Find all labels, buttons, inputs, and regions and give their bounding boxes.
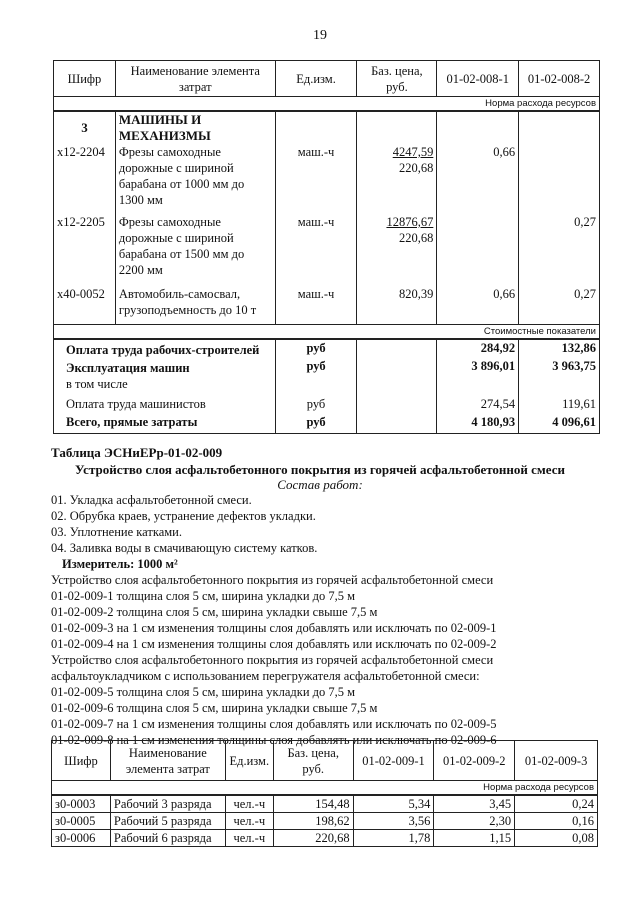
- table-row: [52, 813, 598, 830]
- row-value-2: [519, 144, 600, 214]
- meter: Измеритель: 1000 м²: [62, 557, 178, 571]
- row-value-1: [437, 214, 519, 286]
- work-item: 04. Заливка воды в смачивающую систему катков.: [51, 541, 318, 555]
- section-code: 3: [54, 111, 116, 144]
- row-price: 820,39: [357, 286, 437, 324]
- cost-unit: руб: [275, 414, 357, 434]
- work-item: 01. Укладка асфальтобетонной смеси.: [51, 493, 252, 507]
- cost-name: в том числе: [54, 376, 276, 392]
- section-row: [54, 111, 600, 144]
- row-price: 198,62: [273, 813, 353, 830]
- row-code: з0-0003: [52, 795, 111, 813]
- row-price: 154,48: [273, 795, 353, 813]
- cost-value-1: 3 896,01: [437, 358, 519, 376]
- cost-row: [54, 376, 600, 392]
- row-price: 12876,67: [386, 215, 434, 229]
- cost-label: Стоимостные показатели: [54, 324, 600, 339]
- table-row: [54, 286, 600, 324]
- row-code: з0-0005: [52, 813, 111, 830]
- cost-row: [54, 358, 600, 376]
- row-value-1: 1,78: [353, 830, 434, 847]
- cost-row: [54, 392, 600, 414]
- row-name: Фрезы самоходные дорожные с шириной барабана от 1500 мм до 2200 мм: [115, 214, 275, 286]
- row-name: Автомобиль-самосвал, грузоподъемность до 10 т: [115, 286, 275, 324]
- resource-table-009: [51, 740, 598, 847]
- header-unit: Ед.изм.: [275, 61, 357, 97]
- table-header-row: [54, 61, 600, 97]
- table-row: [52, 795, 598, 813]
- row-value-1: 0,66: [437, 286, 519, 324]
- row-value-3: 0,24: [515, 795, 598, 813]
- cost-unit: руб: [275, 339, 357, 358]
- row-code: х40-0052: [54, 286, 116, 324]
- row-value-2: 3,45: [434, 795, 515, 813]
- norm-label: Норма расхода ресурсов: [52, 781, 598, 796]
- row-price-sub: 220,68: [398, 161, 434, 175]
- row-price: 220,68: [273, 830, 353, 847]
- cost-value-1: 4 180,93: [437, 414, 519, 434]
- resource-table-008: [53, 60, 600, 434]
- page-number: 19: [313, 28, 327, 43]
- cost-name: Оплата труда машинистов: [54, 392, 276, 414]
- cost-label-row: [54, 324, 600, 339]
- description-line: 01-02-009-4 на 1 см изменения толщины слоя добавлять или исключать по 02-009-2: [51, 637, 497, 651]
- table-header-row: [52, 741, 598, 781]
- header-col2: 01-02-009-2: [434, 741, 515, 781]
- table-row: [54, 214, 600, 286]
- row-unit: чел.-ч: [225, 795, 273, 813]
- table-subtitle: Устройство слоя асфальтобетонного покрытия из горячей асфальтобетонной смеси: [75, 462, 565, 477]
- cost-name: Эксплуатация машин: [54, 358, 276, 376]
- header-col3: 01-02-009-3: [515, 741, 598, 781]
- cost-name: Оплата труда рабочих-строителей: [54, 339, 276, 358]
- row-value-1: 0,66: [437, 144, 519, 214]
- row-code: х12-2204: [54, 144, 116, 214]
- header-unit: Ед.изм.: [225, 741, 273, 781]
- row-value-2: 0,27: [519, 214, 600, 286]
- row-unit: маш.-ч: [275, 214, 357, 286]
- table-row: [52, 830, 598, 847]
- header-col2: 01-02-008-2: [519, 61, 600, 97]
- row-name: Рабочий 5 разряда: [110, 813, 225, 830]
- cost-unit: руб: [275, 392, 357, 414]
- header-code: Шифр: [54, 61, 116, 97]
- row-value-2: 2,30: [434, 813, 515, 830]
- header-col1: 01-02-009-1: [353, 741, 434, 781]
- composition-title: Состав работ:: [277, 477, 363, 492]
- row-name: Рабочий 6 разряда: [110, 830, 225, 847]
- header-price: Баз. цена, руб.: [273, 741, 353, 781]
- row-value-2: 1,15: [434, 830, 515, 847]
- header-col1: 01-02-008-1: [437, 61, 519, 97]
- row-unit: маш.-ч: [275, 286, 357, 324]
- cost-value-2: 132,86: [519, 339, 600, 358]
- description-line: 01-02-009-8 на 1 см изменения толщины слоя добавлять или исключать по 02-009-6: [51, 733, 497, 747]
- description-line: 01-02-009-7 на 1 см изменения толщины слоя добавлять или исключать по 02-009-5: [51, 717, 497, 731]
- row-unit: маш.-ч: [275, 144, 357, 214]
- description-line: 01-02-009-1 толщина слоя 5 см, ширина укладки до 7,5 м: [51, 589, 356, 603]
- row-name: Рабочий 3 разряда: [110, 795, 225, 813]
- table-title: Таблица ЭСНиЕРр-01-02-009: [51, 445, 223, 460]
- table-row: [54, 144, 600, 214]
- cost-unit: руб: [275, 358, 357, 376]
- header-name: Наименование элемента затрат: [110, 741, 225, 781]
- row-unit: чел.-ч: [225, 830, 273, 847]
- row-value-1: 3,56: [353, 813, 434, 830]
- description-line: 01-02-009-2 толщина слоя 5 см, ширина укладки свыше 7,5 м: [51, 605, 378, 619]
- description-line: Устройство слоя асфальтобетонного покрытия из горячей асфальтобетонной смеси: [51, 653, 494, 667]
- cost-value-2: 3 963,75: [519, 358, 600, 376]
- cost-row: [54, 339, 600, 358]
- description-line: Устройство слоя асфальтобетонного покрытия из горячей асфальтобетонной смеси: [51, 573, 494, 587]
- norm-label-row: [52, 781, 598, 796]
- description-line: асфальтоукладчиком с использованием перегружателя асфальтобетонной смеси:: [51, 669, 480, 683]
- norm-label: Норма расхода ресурсов: [54, 97, 600, 112]
- cost-value-2: 119,61: [519, 392, 600, 414]
- row-name: Фрезы самоходные дорожные с шириной барабана от 1000 мм до 1300 мм: [115, 144, 275, 214]
- cost-value-2: 4 096,61: [519, 414, 600, 434]
- cost-name: Всего, прямые затраты: [54, 414, 276, 434]
- section-title: МАШИНЫ И МЕХАНИЗМЫ: [115, 111, 275, 144]
- row-value-1: 5,34: [353, 795, 434, 813]
- description-line: 01-02-009-5 толщина слоя 5 см, ширина укладки до 7,5 м: [51, 685, 356, 699]
- row-value-2: 0,27: [519, 286, 600, 324]
- work-item: 03. Уплотнение катками.: [51, 525, 182, 539]
- row-code: з0-0006: [52, 830, 111, 847]
- header-code: Шифр: [52, 741, 111, 781]
- row-value-3: 0,08: [515, 830, 598, 847]
- header-name: Наименование элемента затрат: [115, 61, 275, 97]
- cost-value-1: 284,92: [437, 339, 519, 358]
- description-line: 01-02-009-6 толщина слоя 5 см, ширина укладки свыше 7,5 м: [51, 701, 378, 715]
- row-value-3: 0,16: [515, 813, 598, 830]
- description-line: 01-02-009-3 на 1 см изменения толщины слоя добавлять или исключать по 02-009-1: [51, 621, 497, 635]
- cost-value-1: 274,54: [437, 392, 519, 414]
- cost-row: [54, 414, 600, 434]
- header-price: Баз. цена, руб.: [357, 61, 437, 97]
- row-price: 4247,59: [392, 145, 434, 159]
- row-code: х12-2205: [54, 214, 116, 286]
- row-price-sub: 220,68: [398, 231, 434, 245]
- row-unit: чел.-ч: [225, 813, 273, 830]
- norm-label-row: [54, 97, 600, 112]
- work-item: 02. Обрубка краев, устранение дефектов укладки.: [51, 509, 316, 523]
